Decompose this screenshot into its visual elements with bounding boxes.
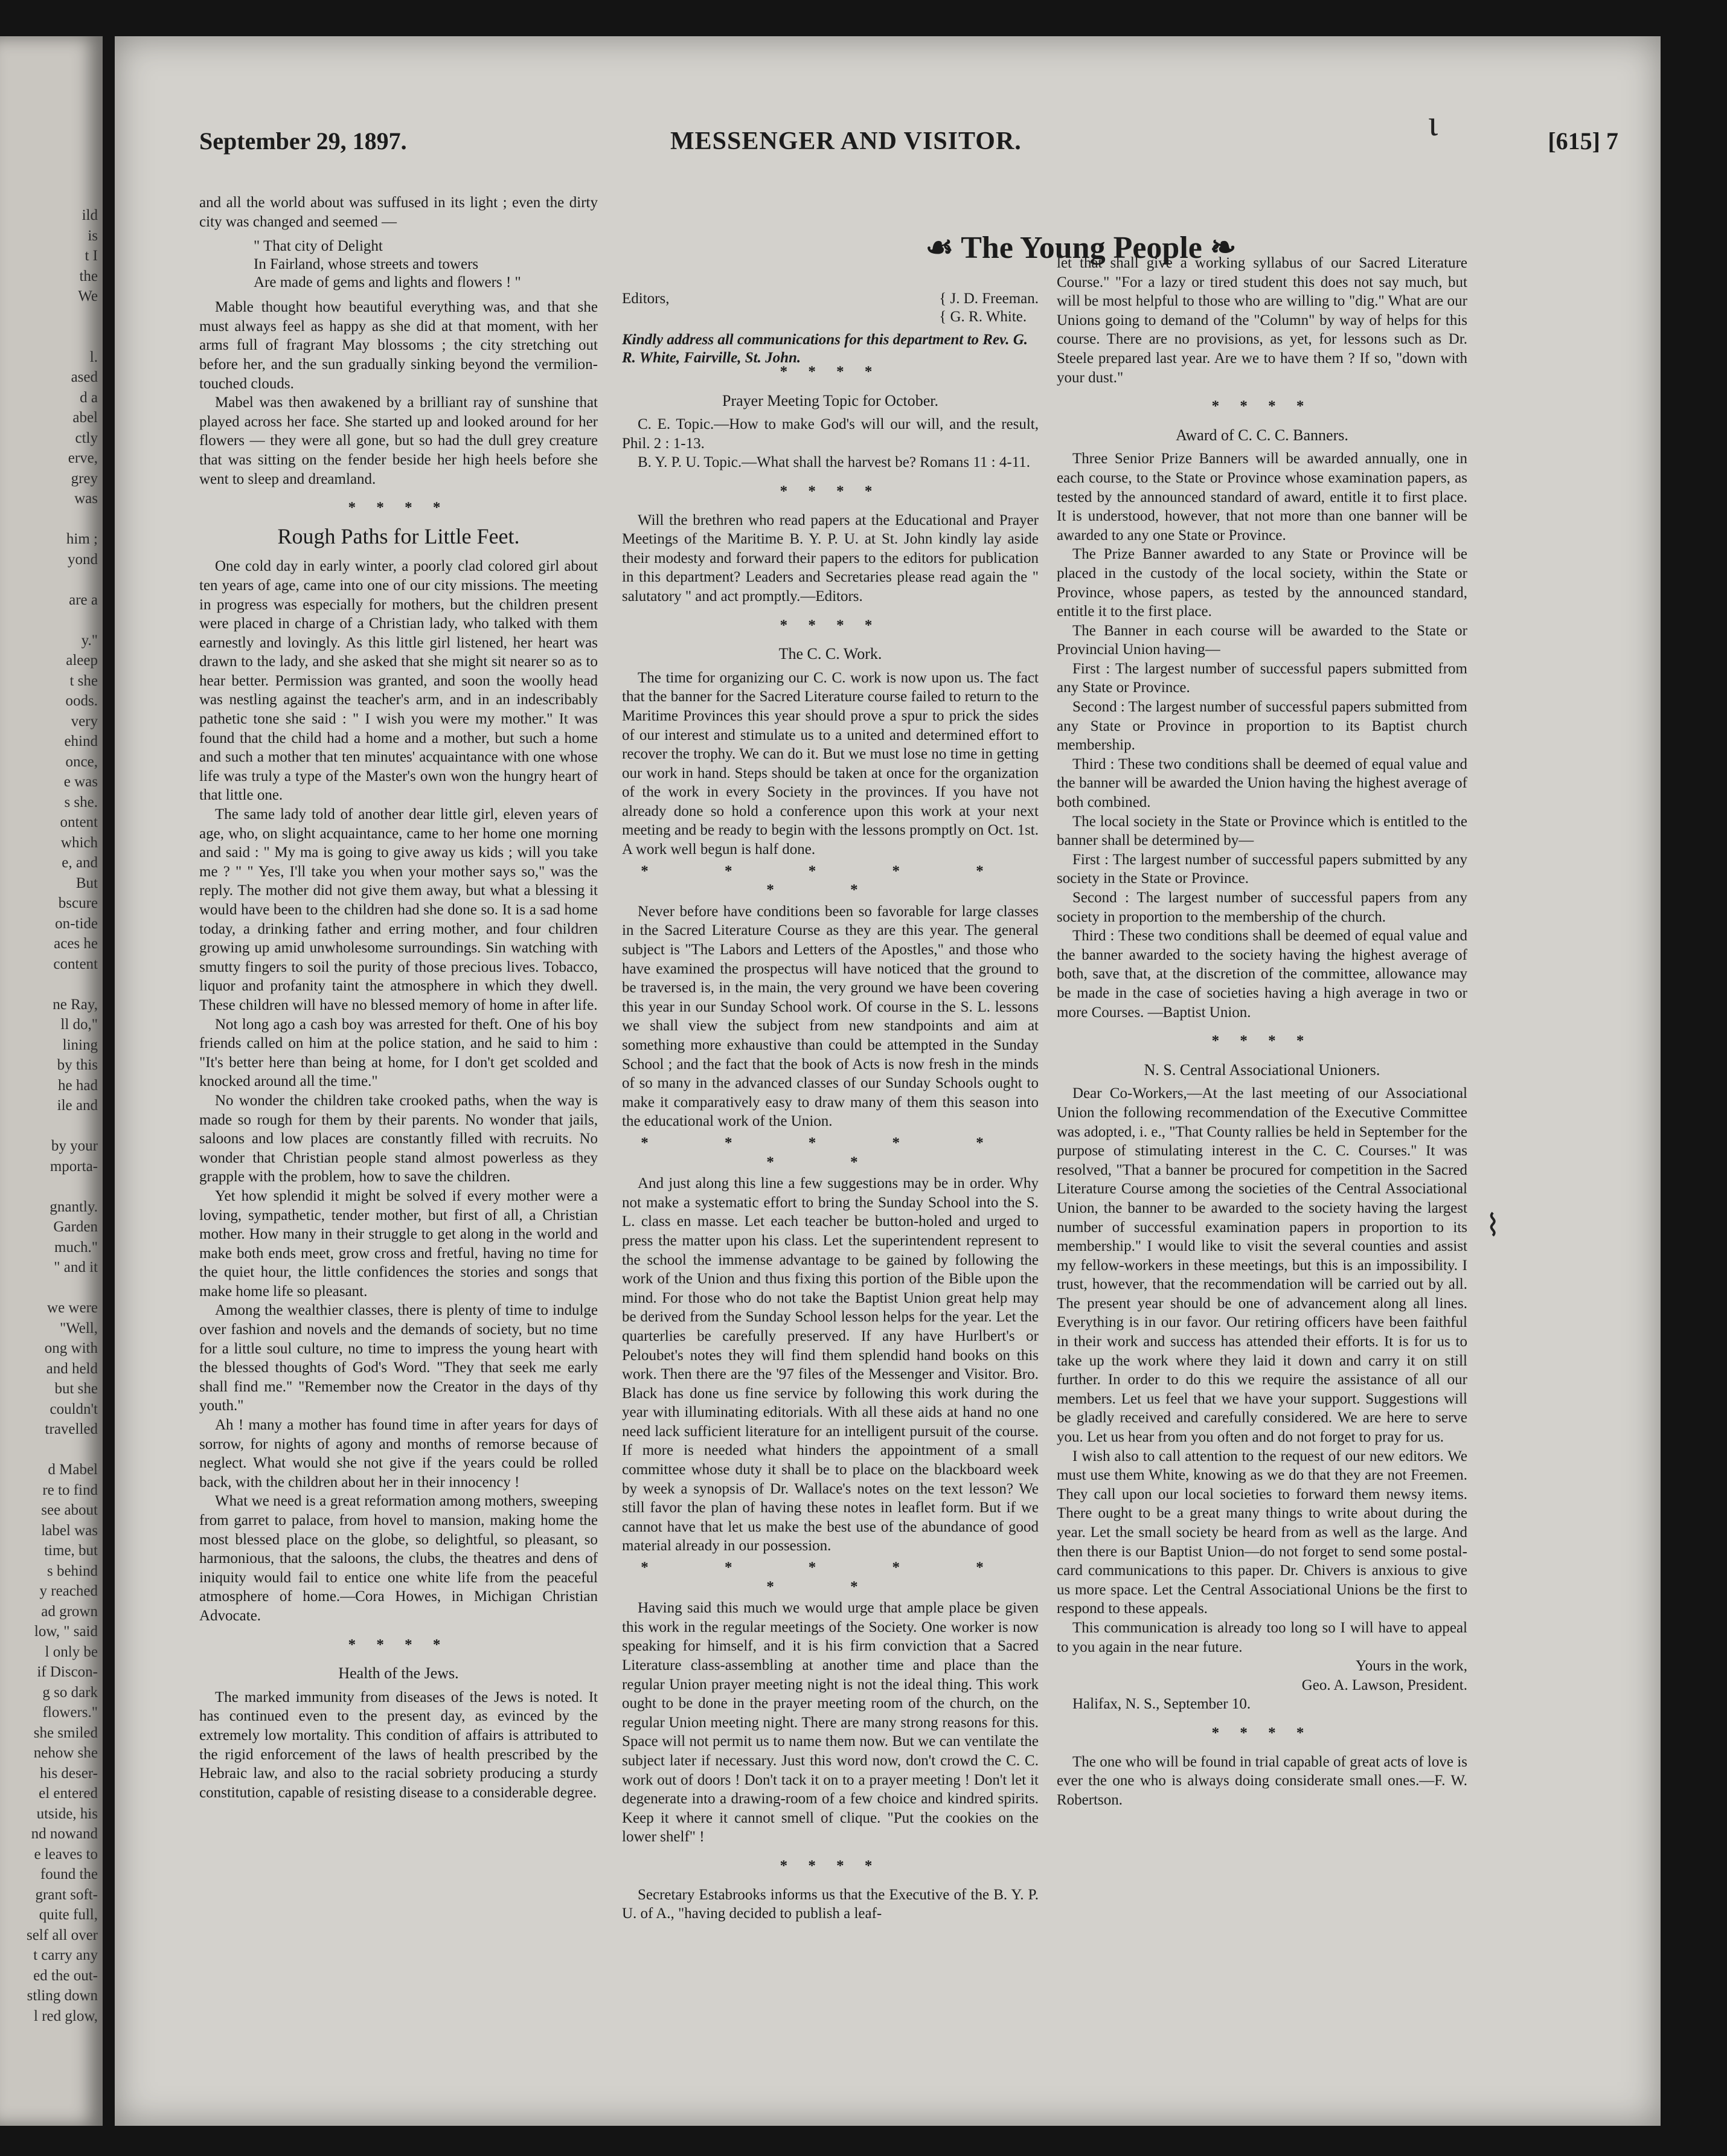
- paragraph: One cold day in early winter, a poorly clad colored girl about ten years of age, came into one of our city missions. The meeting in progress was especially for mothers, but the children present were placed in charge of a Christian lady, who talked with them earnestly and lovingly. As this little girl listened, her heart was drawn to the lady, and she asked that she might sit nearer so as to hear better. Permission was granted, and soon the woolly head was nestling against the teacher's arm, and in an indescribably pathetic tone she said : " I wish you were my mother." It was found that the child had a home and a mother, but such a home and such a mother that ten minutes' acquaintance with one whose life was truly a type of the Master's own won the hungry heart of that little one.: [199, 558, 598, 804]
- column-right: [1057, 254, 1467, 1809]
- prayer-topic-title: Prayer Meeting Topic for October.: [722, 391, 938, 409]
- poem-line: " That city of Delight: [254, 238, 383, 255]
- paragraph: Having said this much we would urge that ample place be given this work in the regular meetings of the Society. One worker is now speaking for himself, and it is his firm conviction that a Sacred Literature class-assembling at another time and place than the regular Union prayer meeting night is not the ideal thing. This work ought to be done in the prayer meeting room of the church, on the regular Union meeting night. There are many strong reasons for this. Space will not permit us to name them now. But we can ventilate the subject later if necessary. Just this word now, don't crowd the C. C. work out of doors ! Don't tack it on to a prayer meeting ! Don't let it degenerate into a drawing-room of a few choice and kindred spirits. Keep it where it cannot smell of clique. "Put the cookies on the lower shelf" !: [622, 1600, 1039, 1846]
- signature-place-date: Halifax, N. S., September 10.: [1072, 1696, 1251, 1713]
- address-note: Kindly address all communications for this department to Rev. G. R. White, Fairville, St. John.: [622, 332, 1028, 366]
- paragraph: C. E. Topic.—How to make God's will our will, and the result, Phil. 2 : 1-13.: [622, 416, 1039, 452]
- paragraph: The Prize Banner awarded to any State or Province will be placed in the custody of the local society, within the State or Province, whose papers, as tested by the announced standard, entitle it to the first place.: [1057, 546, 1467, 620]
- page-number: [615] 7: [1548, 127, 1618, 155]
- column-left: [199, 193, 598, 1802]
- paragraph: B. Y. P. U. Topic.—What shall the harvest be? Romans 11 : 4-11.: [638, 454, 1031, 471]
- paragraph: Dear Co-Workers,—At the last meeting of our Associational Union the following recommendation of the Executive Committee was adopted, i. e., "That County rallies be held in September for the purpose of stimulating interest in the C. C. Courses." It was resolved, "That a banner be procured for competition in the Sacred Literature Course among the societies of the Central Associational Union, the banner to be awarded to the society having the largest number of successful examination papers in proportion to its membership." I would like to visit the several counties and assist my fellow-workers in these meetings, but this is an impossibility. I trust, however, that the recommendation will be carried out by all. The present year should be one of advancement along all lines. Everything is in our favor. Our retiring officers have been faithful in their work and success has attended their efforts. It is for us to take up the work where they laid it down and carry it on still further. In order to do this we require the assistance of all our members. Let us feel that we have your support. Suggestions will be gladly received and carefully considered. We are here to serve you. Let us hear from you often and do not forget to pray for us.: [1057, 1085, 1467, 1446]
- story-continuation: and all the world about was suffused in its light ; even the dirty city was changed and seemed —: [199, 194, 598, 230]
- signature-name: Geo. A. Lawson, President.: [1301, 1676, 1467, 1693]
- paragraph: No wonder the children take crooked paths, when the way is made so rough for them by their parents. No wonder that jails, saloons and low places are constantly filled with recruits. No wonder that Christian people stand almost powerless as they grapple with the problem, how to save the children.: [199, 1092, 598, 1185]
- section-divider: * * * * * * *: [641, 862, 1020, 899]
- closing-quote: The one who will be found in trial capable of great acts of love is ever the one who is always doing considerate small ones.—F. W. Robertson.: [1057, 1753, 1467, 1808]
- paragraph: The time for organizing our C. C. work is now upon us. The fact that the banner for the Sacred Literature course failed to return to the Maritime Provinces this year should prove a spur to prick the sides of our interest and stimulate us to a united and determined effort to recover the trophy. We can do it. But we must lose no time in getting our work in hand. Steps should be taken at once for the organization of the work in every Society in the provinces. If you have not already done so hold a conference upon this work at your next meeting and be ready to begin with the lessons promptly on Oct. 1st. A work well begun is half done.: [622, 669, 1039, 858]
- paragraph: This communication is already too long so I will have to appeal to you again in the near future.: [1057, 1619, 1467, 1655]
- section-divider: * * * *: [780, 364, 881, 380]
- paragraph: Never before have conditions been so favorable for large classes in the Sacred Literature Course as they are this year. The general subject is "The Labors and Letters of the Apostles," and those who have examined the prospectus will have noticed that the ground to be traversed is, in the main, the very ground we have been covering this year in our Sunday School work. Of course in the S. L. lessons we shall view the subject from new standpoints and aim at something more exhaustive than could be attempted in the Sunday School ; and the fact that the book of Acts is now fresh in the minds of so many in the advanced classes of our Sunday Schools ought to make it comparatively easy to draw many of them this season into the educational work of the Union.: [622, 903, 1039, 1130]
- margin-scribble: ⌇: [1485, 1208, 1501, 1242]
- issue-date: September 29, 1897.: [199, 127, 407, 155]
- paragraph: Yet how splendid it might be solved if every mother were a loving, sympathetic, tender mother, but first of all, a Christian mother. How many in their struggle to get along in the world and make both ends meet, grow cross and fretful, having no time for the quiet hour, the little confidences the stories and songs that make home life so pleasant.: [199, 1187, 598, 1300]
- poem: [254, 237, 598, 292]
- previous-page-text: ild is t I the We l. ased d a abel ctly erve, grey was him ; yond are a y." aleep t she oods. very ehind once, e was s she. ontent which e, and But bscure on-tide aces he content ne Ray, ll do," lining by this he had ile and by your mporta- gnantly. Garden much." " and it we were "Well, ong with and held but she couldn't travelled d Mabel re to find see about label was time, but s behind y reached ad grown low, " said l only be if Discon- g so dark flowers." she smiled nehow she his deser- el entered utside, his nd nowand e leaves to found the grant soft- quite full, self all over t carry any ed the out- stling down l red glow,: [26, 207, 98, 2024]
- signature-closing: Yours in the work,: [1356, 1658, 1467, 1675]
- paragraph: Ah ! many a mother has found time in after years for days of sorrow, for nights of agony and months of remorse because of neglect. What would she not give if the years could be rolled back, with the children about her in their innocency !: [199, 1417, 598, 1490]
- paragraph: First : The largest number of successful papers submitted by any society in the State or Province.: [1057, 851, 1467, 887]
- paragraph: I wish also to call attention to the request of our new editors. We must use them White, knowing as we do that they are not Freemen. They call upon our local societies to forward them newsy items. There ought to be a great many things to write about during the year. Let the small society be heard from as well as the large. And then there is our Baptist Union—do not forget to send some postal-card communications to this paper. Dr. Chivers is anxious to give us more space. Let the Central Associational Unions be the first to respond to these appeals.: [1057, 1448, 1467, 1617]
- paragraph: Third : These two conditions shall be deemed of equal value and the banner will be awarded the Union having the highest average of both combined.: [1057, 756, 1467, 811]
- section-divider: * * * *: [1211, 1724, 1313, 1741]
- column-middle: [622, 284, 1039, 1923]
- section-divider: * * * *: [780, 483, 881, 499]
- section-divider: * * * *: [780, 1857, 881, 1874]
- paragraph: And just along this line a few suggestions may be in order. Why not make a systematic effort to bring the Sunday School into the S. L. class en masse. Let each teacher be button-holed and urged to press the matter upon his class. Let the superintendent represent to the school the immense advantage to be gained by following the work of the Union and thus fixing this portion of the Bible upon the mind. For those who do not take the Baptist Union great help may be derived from the Sunday School lesson helps for the year. Let the quarterlies be carefully preserved. If any have Hurlbert's or Peloubet's notes they will find them splendid hand books on this work. Then there are the '97 files of the Messenger and Visitor. Bro. Black has done us fine service by following this work during the year with illuminating editorials. With all these aids at hand no one need lack sufficient literature for an intelligent pursuit of the course. If more is needed what hinders the appointment of a small committee whose duty it shall be to place on the blackboard week by week a synopsis of Dr. Wallace's notes on the text lesson? We still favor the plan of having these notes in leaflet form. But if we cannot have that let us make the best use of the abundance of good material already in our possession.: [622, 1175, 1039, 1554]
- poem-line: In Fairland, whose streets and towers: [254, 256, 479, 273]
- editors-label: Editors,: [622, 290, 670, 307]
- paragraph: Mable thought how beautiful everything was, and that she must always feel as happy as she did at that moment, with her arms full of fragrant May blossoms ; the city stretching out before her, and the sun gradually sinking beyond the vermilion-touched clouds.: [199, 299, 598, 392]
- department-title: ☙ The Young People ❧: [925, 231, 1237, 265]
- section-divider: * * * * * * *: [641, 1134, 1020, 1170]
- section-divider: * * * *: [1211, 1033, 1313, 1050]
- previous-page-fragment: [0, 36, 103, 2126]
- cc-work-title: The C. C. Work.: [778, 645, 882, 663]
- handwritten-mark: ɩ: [1428, 103, 1438, 143]
- paragraph: Second : The largest number of successful papers from any society in proportion to the membership of the church.: [1057, 890, 1467, 925]
- paragraph: let that shall give a working syllabus of our Sacred Literature Course." "For a lazy or tired student this does not say much, but will be most helpful to those who are willing to "dig." What are our Unions going to demand of the "Column" by way of helps for this course. There are no provisions, as yet, for lessons such as Dr. Steele prepared last year. Are we to have them ? If so, "down with your dust.": [1057, 255, 1467, 386]
- article-title-health-jews: Health of the Jews.: [338, 1664, 459, 1683]
- paragraph: Second : The largest number of successful papers submitted from any State or Province in proportion to its Baptist church membership.: [1057, 699, 1467, 754]
- ns-central-title: N. S. Central Associational Unioners.: [1144, 1060, 1380, 1079]
- editor-name: { J. D. Freeman.: [939, 290, 1039, 307]
- paragraph: The marked immunity from diseases of the Jews is noted. It has continued even to the present day, as evinced by the extremely low mortality. This condition of affairs is attributed to the rigid enforcement of the laws of health prescribed by the Hebraic law, and also to the racial sobriety producing a sturdy constitution, capable of resisting disease to a considerable degree.: [199, 1689, 598, 1801]
- paragraph: Third : These two conditions shall be deemed of equal value and the banner awarded to the society having the highest average of both, save that, at the discretion of the committee, allowance may be made in the case of societies having a high average in two or more Courses. —Baptist Union.: [1057, 928, 1467, 1021]
- paragraph: Will the brethren who read papers at the Educational and Prayer Meetings of the Maritime B. Y. P. U. at St. John kindly lay aside their modesty and forward their papers to the editors for publication in this department? Leaders and Secretaries please read again the " salutatory " and act promptly.—Editors.: [622, 512, 1039, 605]
- paragraph: What we need is a great reformation among mothers, sweeping from garret to palace, from hovel to mansion, making home the most blessed place on the globe, so delightful, so pleasant, so harmonious, that the saloons, the clubs, the theatres and dens of iniquity would fail to entice one white life from the peaceful atmosphere of home.—Cora Howes, in Michigan Christian Advocate.: [199, 1493, 598, 1624]
- paragraph: The same lady told of another dear little girl, eleven years of age, who, on slight acquaintance, came to her home one morning and said : " My ma is going to give away us kids ; will you take me ? " " Yes, I'll take you when your mother says so," was the reply. The mother did not give them away, but what a blessing it would have been to the children had she done so. It is a sad home today, a drinking father and erring mother, and four children growing up amid unwholesome surroundings. Sin watching with smutty fingers to soil the purity of those precious lives. Tobacco, liquor and profanity taint the atmosphere in which they dwell. These children will have no blessed memory of home in after life.: [199, 806, 598, 1013]
- masthead: MESSENGER AND VISITOR.: [670, 127, 1022, 155]
- award-title: Award of C. C. C. Banners.: [1176, 426, 1348, 444]
- section-divider: * * * *: [348, 499, 449, 516]
- section-divider: * * * *: [1211, 398, 1313, 415]
- paragraph: The Banner in each course will be awarded to the State or Provincial Union having—: [1057, 622, 1467, 658]
- section-divider: * * * *: [780, 617, 881, 634]
- section-divider: * * * *: [348, 1636, 449, 1653]
- paragraph: Three Senior Prize Banners will be awarded annually, one in each course, to the State or Province whose examination papers, as tested by the announced standard of award, entitle it to first place. It is understood, however, that not more than one banner will be awarded to any one State or Province.: [1057, 451, 1467, 544]
- newspaper-page: [115, 36, 1661, 2126]
- paragraph: The local society in the State or Province which is entitled to the banner shall be determined by—: [1057, 813, 1467, 849]
- section-divider: * * * * * * *: [641, 1559, 1020, 1595]
- paragraph: Not long ago a cash boy was arrested for theft. One of his boy friends called on him at the police station, and he said to him : "It's better here than being at home, for I don't get scolded and knocked around all the time.": [199, 1016, 598, 1090]
- paragraph: Secretary Estabrooks informs us that the Executive of the B. Y. P. U. of A., "having decided to publish a leaf-: [622, 1886, 1039, 1922]
- paragraph: Among the wealthier classes, there is plenty of time to indulge over fashion and novels and the demands of society, but no time for a little soul culture, no time to impress the young heart with the blessed thoughts of God's Word. "They that seek me early shall find me." "Remember now the Creator in the days of thy youth.": [199, 1302, 598, 1414]
- paragraph: Mabel was then awakened by a brilliant ray of sunshine that played across her face. She started up and looked around for her flowers — they were all gone, but so had the dull grey creature that was sitting on the fender beside her high heels before she went to sleep and dreamland.: [199, 394, 598, 487]
- editor-name: { G. R. White.: [939, 309, 1027, 325]
- poem-line: Are made of gems and lights and flowers ! ": [254, 274, 521, 291]
- paragraph: First : The largest number of successful papers submitted from any State or Province.: [1057, 660, 1467, 696]
- article-title-rough-paths: Rough Paths for Little Feet.: [277, 524, 520, 548]
